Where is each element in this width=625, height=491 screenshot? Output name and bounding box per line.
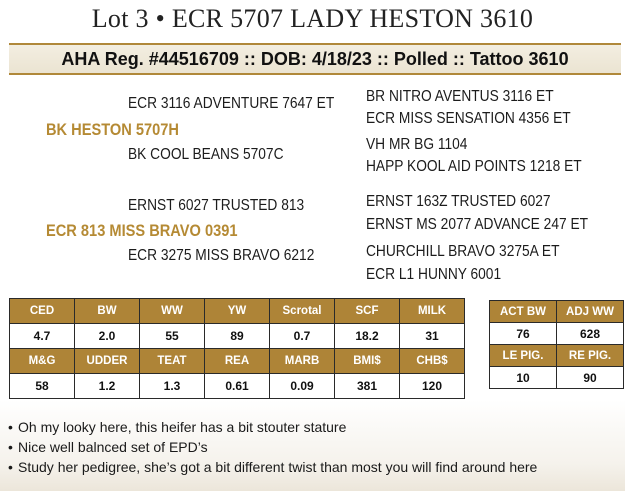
actual-value: 76 xyxy=(490,323,557,345)
epd-value: 4.7 xyxy=(10,324,75,349)
actual-header-row-1 xyxy=(490,301,624,323)
epd-header: CED xyxy=(10,299,75,324)
sire-dam-sire: VH MR BG 1104 xyxy=(366,136,468,153)
dam-dam-dam: ECR L1 HUNNY 6001 xyxy=(366,266,502,283)
epd-header-row-1 xyxy=(10,299,465,324)
sire-name: BK HESTON 5707H xyxy=(46,120,179,139)
dam-dam-sire: CHURCHILL BRAVO 3275A ET xyxy=(366,243,560,260)
note-item xyxy=(8,417,618,437)
actual-value: 628 xyxy=(557,323,624,345)
bullet-icon: • xyxy=(8,459,13,475)
note-text: Oh my looky here, this heifer has a bit stouter stature xyxy=(18,419,347,435)
actual-header: RE PIG. xyxy=(557,345,624,367)
actual-measures-table xyxy=(489,300,624,389)
epd-value: 89 xyxy=(205,324,270,349)
actual-value: 90 xyxy=(557,367,624,389)
dam-sire-sire: ERNST 163Z TRUSTED 6027 xyxy=(366,193,551,210)
epd-value: 120 xyxy=(400,374,465,399)
epd-value: 0.61 xyxy=(205,374,270,399)
actual-header: ACT BW xyxy=(490,301,557,323)
note-text: Study her pedigree, she’s got a bit different twist than most you will find around here xyxy=(18,459,538,475)
dam-sire-dam: ERNST MS 2077 ADVANCE 247 ET xyxy=(366,216,589,233)
actual-header: LE PIG. xyxy=(490,345,557,367)
lot-title: Lot 3 • ECR 5707 LADY HESTON 3610 xyxy=(91,4,534,33)
epd-header-row-2 xyxy=(10,349,465,374)
epd-header: YW xyxy=(205,299,270,324)
actual-value-row-2 xyxy=(490,367,624,389)
epd-value: 18.2 xyxy=(335,324,400,349)
notes-list xyxy=(8,417,618,477)
epd-header: MILK xyxy=(400,299,465,324)
epd-value: 2.0 xyxy=(75,324,140,349)
epd-value: 0.09 xyxy=(270,374,335,399)
epd-value: 381 xyxy=(335,374,400,399)
note-item xyxy=(8,457,618,477)
epd-header: TEAT xyxy=(140,349,205,374)
epd-header: CHB$ xyxy=(400,349,465,374)
epd-value: 1.3 xyxy=(140,374,205,399)
actual-header-row-2 xyxy=(490,345,624,367)
epd-table xyxy=(9,298,465,399)
dam-name: ECR 813 MISS BRAVO 0391 xyxy=(46,221,238,240)
dam-dam: ECR 3275 MISS BRAVO 6212 xyxy=(128,247,315,264)
epd-value-row-1 xyxy=(10,324,465,349)
bullet-icon: • xyxy=(8,439,13,455)
epd-value-row-2 xyxy=(10,374,465,399)
registration-bar: AHA Reg. #44516709 :: DOB: 4/18/23 :: Polled :: Tattoo 3610 xyxy=(9,43,621,75)
epd-value: 31 xyxy=(400,324,465,349)
dam-sire: ERNST 6027 TRUSTED 813 xyxy=(128,197,305,214)
epd-header: SCF xyxy=(335,299,400,324)
note-text: Nice well balnced set of EPD’s xyxy=(18,439,208,455)
sire-sire-dam: ECR MISS SENSATION 4356 ET xyxy=(366,110,571,127)
epd-header: BW xyxy=(75,299,140,324)
sire-sire: ECR 3116 ADVENTURE 7647 ET xyxy=(128,95,335,112)
epd-header: M&G xyxy=(10,349,75,374)
epd-header: BMI$ xyxy=(335,349,400,374)
epd-header: REA xyxy=(205,349,270,374)
epd-value: 55 xyxy=(140,324,205,349)
actual-value: 10 xyxy=(490,367,557,389)
epd-value: 0.7 xyxy=(270,324,335,349)
actual-value-row-1 xyxy=(490,323,624,345)
sire-dam: BK COOL BEANS 5707C xyxy=(128,146,284,163)
epd-header: WW xyxy=(140,299,205,324)
note-item xyxy=(8,437,618,457)
actual-header: ADJ WW xyxy=(557,301,624,323)
epd-header: MARB xyxy=(270,349,335,374)
epd-value: 58 xyxy=(10,374,75,399)
sire-sire-sire: BR NITRO AVENTUS 3116 ET xyxy=(366,88,554,105)
bullet-icon: • xyxy=(8,419,13,435)
epd-value: 1.2 xyxy=(75,374,140,399)
sire-dam-dam: HAPP KOOL AID POINTS 1218 ET xyxy=(366,158,582,175)
epd-header: UDDER xyxy=(75,349,140,374)
epd-header: Scrotal xyxy=(270,299,335,324)
